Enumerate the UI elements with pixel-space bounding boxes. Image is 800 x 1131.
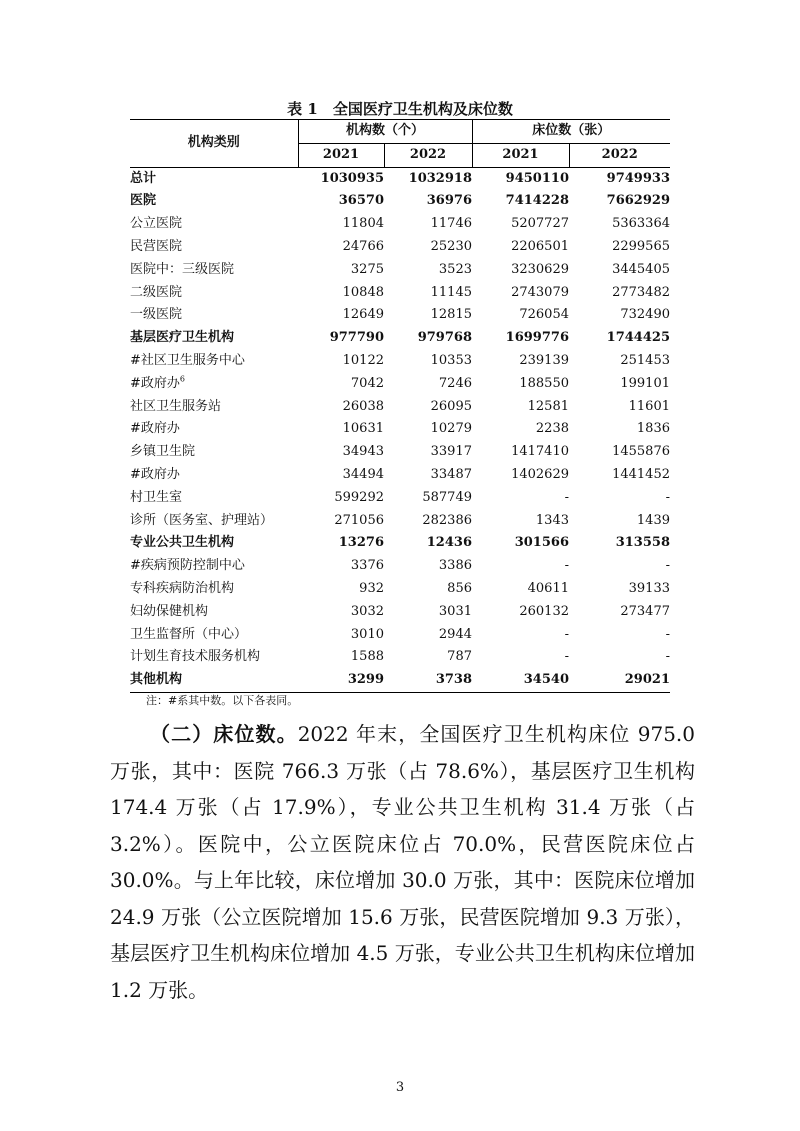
cell-bed2022: 5363364 bbox=[612, 216, 670, 232]
row-label-text: 计划生育技术服务机构 bbox=[130, 649, 261, 665]
cell-bed2021: 1343 bbox=[535, 512, 569, 528]
table-row bbox=[130, 487, 670, 510]
row-label-text: 一级医院 bbox=[130, 307, 183, 323]
cell-inst2021: 3376 bbox=[350, 558, 384, 574]
cell-bed2022: 9749933 bbox=[606, 170, 670, 186]
row-label bbox=[130, 624, 298, 647]
cell-inst2022: 3523 bbox=[438, 261, 472, 277]
row-label-text: 社区卫生服务站 bbox=[130, 398, 222, 414]
table-row bbox=[130, 282, 670, 305]
table-row bbox=[130, 327, 670, 350]
row-label-text: 民营医院 bbox=[130, 238, 183, 254]
row-label-text: 公立医院 bbox=[130, 216, 183, 232]
row-label-text: 村卫生室 bbox=[130, 489, 183, 505]
table-row bbox=[130, 213, 670, 236]
cell-inst2022: 1032918 bbox=[408, 170, 472, 186]
cell-inst2021: 10848 bbox=[342, 284, 384, 300]
row-label bbox=[130, 259, 298, 282]
cell-bed2021: 188550 bbox=[519, 375, 569, 391]
cell-inst2022: 3738 bbox=[384, 669, 472, 692]
cell-inst2022: 787 bbox=[447, 649, 472, 665]
cell-bed2021: - bbox=[564, 626, 569, 642]
cell-inst2021: 3299 bbox=[298, 669, 384, 692]
cell-bed2021: 12581 bbox=[527, 398, 569, 414]
header-inst-2021: 2021 bbox=[298, 143, 384, 167]
cell-bed2022: 1455876 bbox=[612, 444, 670, 460]
header-institutions: 机构数（个） bbox=[298, 120, 472, 144]
row-label bbox=[130, 441, 298, 464]
cell-inst2022: 2944 bbox=[438, 626, 472, 642]
table-row bbox=[130, 396, 670, 419]
cell-inst2021: 3010 bbox=[350, 626, 384, 642]
cell-inst2022: 10353 bbox=[430, 352, 472, 368]
cell-inst2021: 10631 bbox=[342, 421, 384, 437]
row-label-text: #政府办 bbox=[130, 466, 180, 482]
row-label-text: 诊所（医务室、护理站） bbox=[130, 512, 274, 528]
row-label bbox=[130, 167, 298, 190]
cell-bed2021: 40611 bbox=[527, 580, 569, 596]
cell-inst2022: 979768 bbox=[417, 330, 472, 346]
cell-inst2021: 26038 bbox=[342, 398, 384, 414]
row-label-text: #政府办 bbox=[130, 375, 180, 391]
cell-inst2021: 34943 bbox=[342, 444, 384, 460]
cell-bed2021: 1402629 bbox=[511, 466, 569, 482]
cell-inst2021: 36570 bbox=[338, 193, 384, 209]
cell-bed2021: 2743079 bbox=[511, 284, 569, 300]
table-row bbox=[130, 464, 670, 487]
footnote-marker: 6 bbox=[179, 374, 185, 384]
cell-bed2022: 2773482 bbox=[612, 284, 670, 300]
cell-bed2022: 251453 bbox=[620, 352, 670, 368]
cell-inst2022: 3031 bbox=[438, 603, 472, 619]
row-label-text: 乡镇卫生院 bbox=[130, 444, 196, 460]
table-row bbox=[130, 624, 670, 647]
cell-inst2022: 33917 bbox=[430, 444, 472, 460]
table-row bbox=[130, 236, 670, 259]
row-label bbox=[130, 510, 298, 533]
row-label bbox=[130, 464, 298, 487]
cell-bed2022: - bbox=[665, 626, 670, 642]
cell-inst2021: 10122 bbox=[342, 352, 384, 368]
header-category: 机构类别 bbox=[130, 120, 298, 168]
header-bed-2021: 2021 bbox=[472, 143, 569, 167]
table-row bbox=[130, 167, 670, 190]
row-label-text: 二级医院 bbox=[130, 284, 183, 300]
row-label bbox=[130, 373, 298, 396]
cell-inst2021: 12649 bbox=[342, 307, 384, 323]
cell-bed2022: 199101 bbox=[620, 375, 670, 391]
cell-bed2022: 1744425 bbox=[606, 330, 670, 346]
cell-bed2022: - bbox=[665, 489, 670, 505]
cell-inst2021: 13276 bbox=[338, 535, 384, 551]
header-bed-2022: 2022 bbox=[569, 143, 670, 167]
cell-inst2021: 7042 bbox=[350, 375, 384, 391]
row-label-text: 专科疾病防治机构 bbox=[130, 580, 235, 596]
table-caption: 表 1 全国医疗卫生机构及床位数 bbox=[287, 100, 513, 118]
cell-bed2021: 5207727 bbox=[511, 216, 569, 232]
header-inst-2022: 2022 bbox=[384, 143, 472, 167]
row-label bbox=[130, 304, 298, 327]
table-row bbox=[130, 532, 670, 555]
row-label bbox=[130, 396, 298, 419]
cell-inst2022: 10279 bbox=[430, 421, 472, 437]
row-label-text: 卫生监督所（中心） bbox=[130, 626, 248, 642]
cell-inst2022: 12436 bbox=[426, 535, 472, 551]
cell-bed2022: 7662929 bbox=[606, 193, 670, 209]
table-row bbox=[130, 190, 670, 213]
table-row bbox=[130, 510, 670, 533]
row-label-text: #疾病预防控制中心 bbox=[130, 558, 245, 574]
cell-inst2022: 856 bbox=[447, 580, 472, 596]
table-row bbox=[130, 418, 670, 441]
cell-bed2021: 7414228 bbox=[505, 193, 569, 209]
cell-bed2021: 726054 bbox=[519, 307, 569, 323]
cell-bed2022: 1836 bbox=[636, 421, 670, 437]
row-label-text: 医院中：三级医院 bbox=[130, 261, 235, 277]
table-row bbox=[130, 373, 670, 396]
header-beds: 床位数（张） bbox=[472, 120, 670, 144]
cell-inst2022: 33487 bbox=[430, 466, 472, 482]
cell-bed2021: 34540 bbox=[472, 669, 569, 692]
row-label bbox=[130, 578, 298, 601]
cell-inst2022: 282386 bbox=[422, 512, 472, 528]
row-label bbox=[130, 532, 298, 555]
row-label bbox=[130, 555, 298, 578]
table-row bbox=[130, 601, 670, 624]
table-row bbox=[130, 555, 670, 578]
row-label bbox=[130, 236, 298, 259]
table-row bbox=[130, 259, 670, 282]
cell-inst2022: 12815 bbox=[430, 307, 472, 323]
cell-inst2022: 3386 bbox=[438, 558, 472, 574]
table-row bbox=[130, 578, 670, 601]
row-label bbox=[130, 418, 298, 441]
page-number: 3 bbox=[395, 1080, 405, 1095]
cell-inst2021: 1588 bbox=[350, 649, 384, 665]
cell-bed2022: 11601 bbox=[628, 398, 670, 414]
cell-inst2021: 24766 bbox=[342, 238, 384, 254]
row-label-text: 总计 bbox=[130, 170, 157, 186]
row-label bbox=[130, 487, 298, 510]
facilities-beds-table bbox=[130, 119, 670, 693]
cell-bed2022: 273477 bbox=[620, 603, 670, 619]
cell-inst2022: 7246 bbox=[438, 375, 472, 391]
cell-inst2022: 36976 bbox=[426, 193, 472, 209]
paragraph-body: 2022 年末，全国医疗卫生机构床位 975.0 万张，其中：医院 766.3 万张（占 78.6%），基层医疗卫生机构 174.4 万张（占 17.9%），专业公共卫生机构 31.4 万张（占 3.2%）。医院中，公立医院床位占 70.0%，民营医院床位占 30.0%。与上年比较，床位增加 30.0 万张，其中：医院床位增加 24.9 万张（公立医院增加 15.6 万张，民营医院增加 9.3 万张），基层医疗卫生机构床位增加 4.5 万张，专业公共卫生机构床位增加 1.2 万张。 bbox=[110, 722, 696, 1002]
cell-inst2021: 3275 bbox=[350, 261, 384, 277]
cell-bed2021: - bbox=[564, 489, 569, 505]
row-label bbox=[130, 601, 298, 624]
cell-bed2021: 260132 bbox=[519, 603, 569, 619]
row-label bbox=[130, 669, 298, 692]
row-label bbox=[130, 350, 298, 373]
row-label bbox=[130, 213, 298, 236]
row-label-text: #政府办 bbox=[130, 421, 180, 437]
cell-bed2021: 9450110 bbox=[505, 170, 569, 186]
table-row bbox=[130, 441, 670, 464]
cell-inst2022: 11746 bbox=[430, 216, 472, 232]
row-label bbox=[130, 646, 298, 669]
cell-inst2021: 11804 bbox=[342, 216, 384, 232]
cell-inst2022: 26095 bbox=[430, 398, 472, 414]
body-paragraph bbox=[110, 716, 695, 1008]
table-row bbox=[130, 669, 670, 692]
row-label-text: #社区卫生服务中心 bbox=[130, 352, 245, 368]
cell-bed2021: 239139 bbox=[519, 352, 569, 368]
cell-bed2022: 732490 bbox=[620, 307, 670, 323]
table-note: 注：#系其中数。以下各表同。 bbox=[146, 694, 299, 707]
cell-bed2022: - bbox=[665, 649, 670, 665]
row-label bbox=[130, 190, 298, 213]
row-label-text: 专业公共卫生机构 bbox=[130, 535, 235, 551]
row-label bbox=[130, 327, 298, 350]
cell-bed2022: 313558 bbox=[615, 535, 670, 551]
cell-bed2022: 1441452 bbox=[612, 466, 670, 482]
cell-inst2022: 11145 bbox=[430, 284, 472, 300]
cell-bed2022: 39133 bbox=[628, 580, 670, 596]
table-row bbox=[130, 350, 670, 373]
cell-bed2021: 2238 bbox=[535, 421, 569, 437]
cell-bed2022: 1439 bbox=[636, 512, 670, 528]
table-row bbox=[130, 646, 670, 669]
table-row bbox=[130, 304, 670, 327]
cell-inst2022: 25230 bbox=[430, 238, 472, 254]
cell-inst2021: 932 bbox=[359, 580, 384, 596]
row-label-text: 基层医疗卫生机构 bbox=[130, 330, 235, 346]
paragraph-heading: （二）床位数。 bbox=[150, 722, 298, 746]
cell-bed2022: - bbox=[665, 558, 670, 574]
cell-inst2022: 587749 bbox=[422, 489, 472, 505]
cell-bed2021: 3230629 bbox=[511, 261, 569, 277]
cell-inst2021: 3032 bbox=[350, 603, 384, 619]
row-label bbox=[130, 282, 298, 305]
row-label-text: 医院 bbox=[130, 193, 157, 209]
cell-inst2021: 599292 bbox=[334, 489, 384, 505]
cell-bed2022: 2299565 bbox=[612, 238, 670, 254]
row-label-text: 其他机构 bbox=[130, 672, 183, 688]
cell-bed2021: 301566 bbox=[514, 535, 569, 551]
cell-bed2021: 1699776 bbox=[505, 330, 569, 346]
cell-bed2021: 2206501 bbox=[511, 238, 569, 254]
table-body bbox=[130, 167, 670, 692]
cell-bed2021: - bbox=[564, 558, 569, 574]
cell-inst2021: 977790 bbox=[329, 330, 384, 346]
row-label-text: 妇幼保健机构 bbox=[130, 603, 209, 619]
cell-inst2021: 1030935 bbox=[320, 170, 384, 186]
cell-inst2021: 271056 bbox=[334, 512, 384, 528]
cell-bed2022: 3445405 bbox=[612, 261, 670, 277]
cell-inst2021: 34494 bbox=[342, 466, 384, 482]
cell-bed2021: - bbox=[564, 649, 569, 665]
cell-bed2021: 1417410 bbox=[511, 444, 569, 460]
cell-bed2022: 29021 bbox=[569, 669, 670, 692]
